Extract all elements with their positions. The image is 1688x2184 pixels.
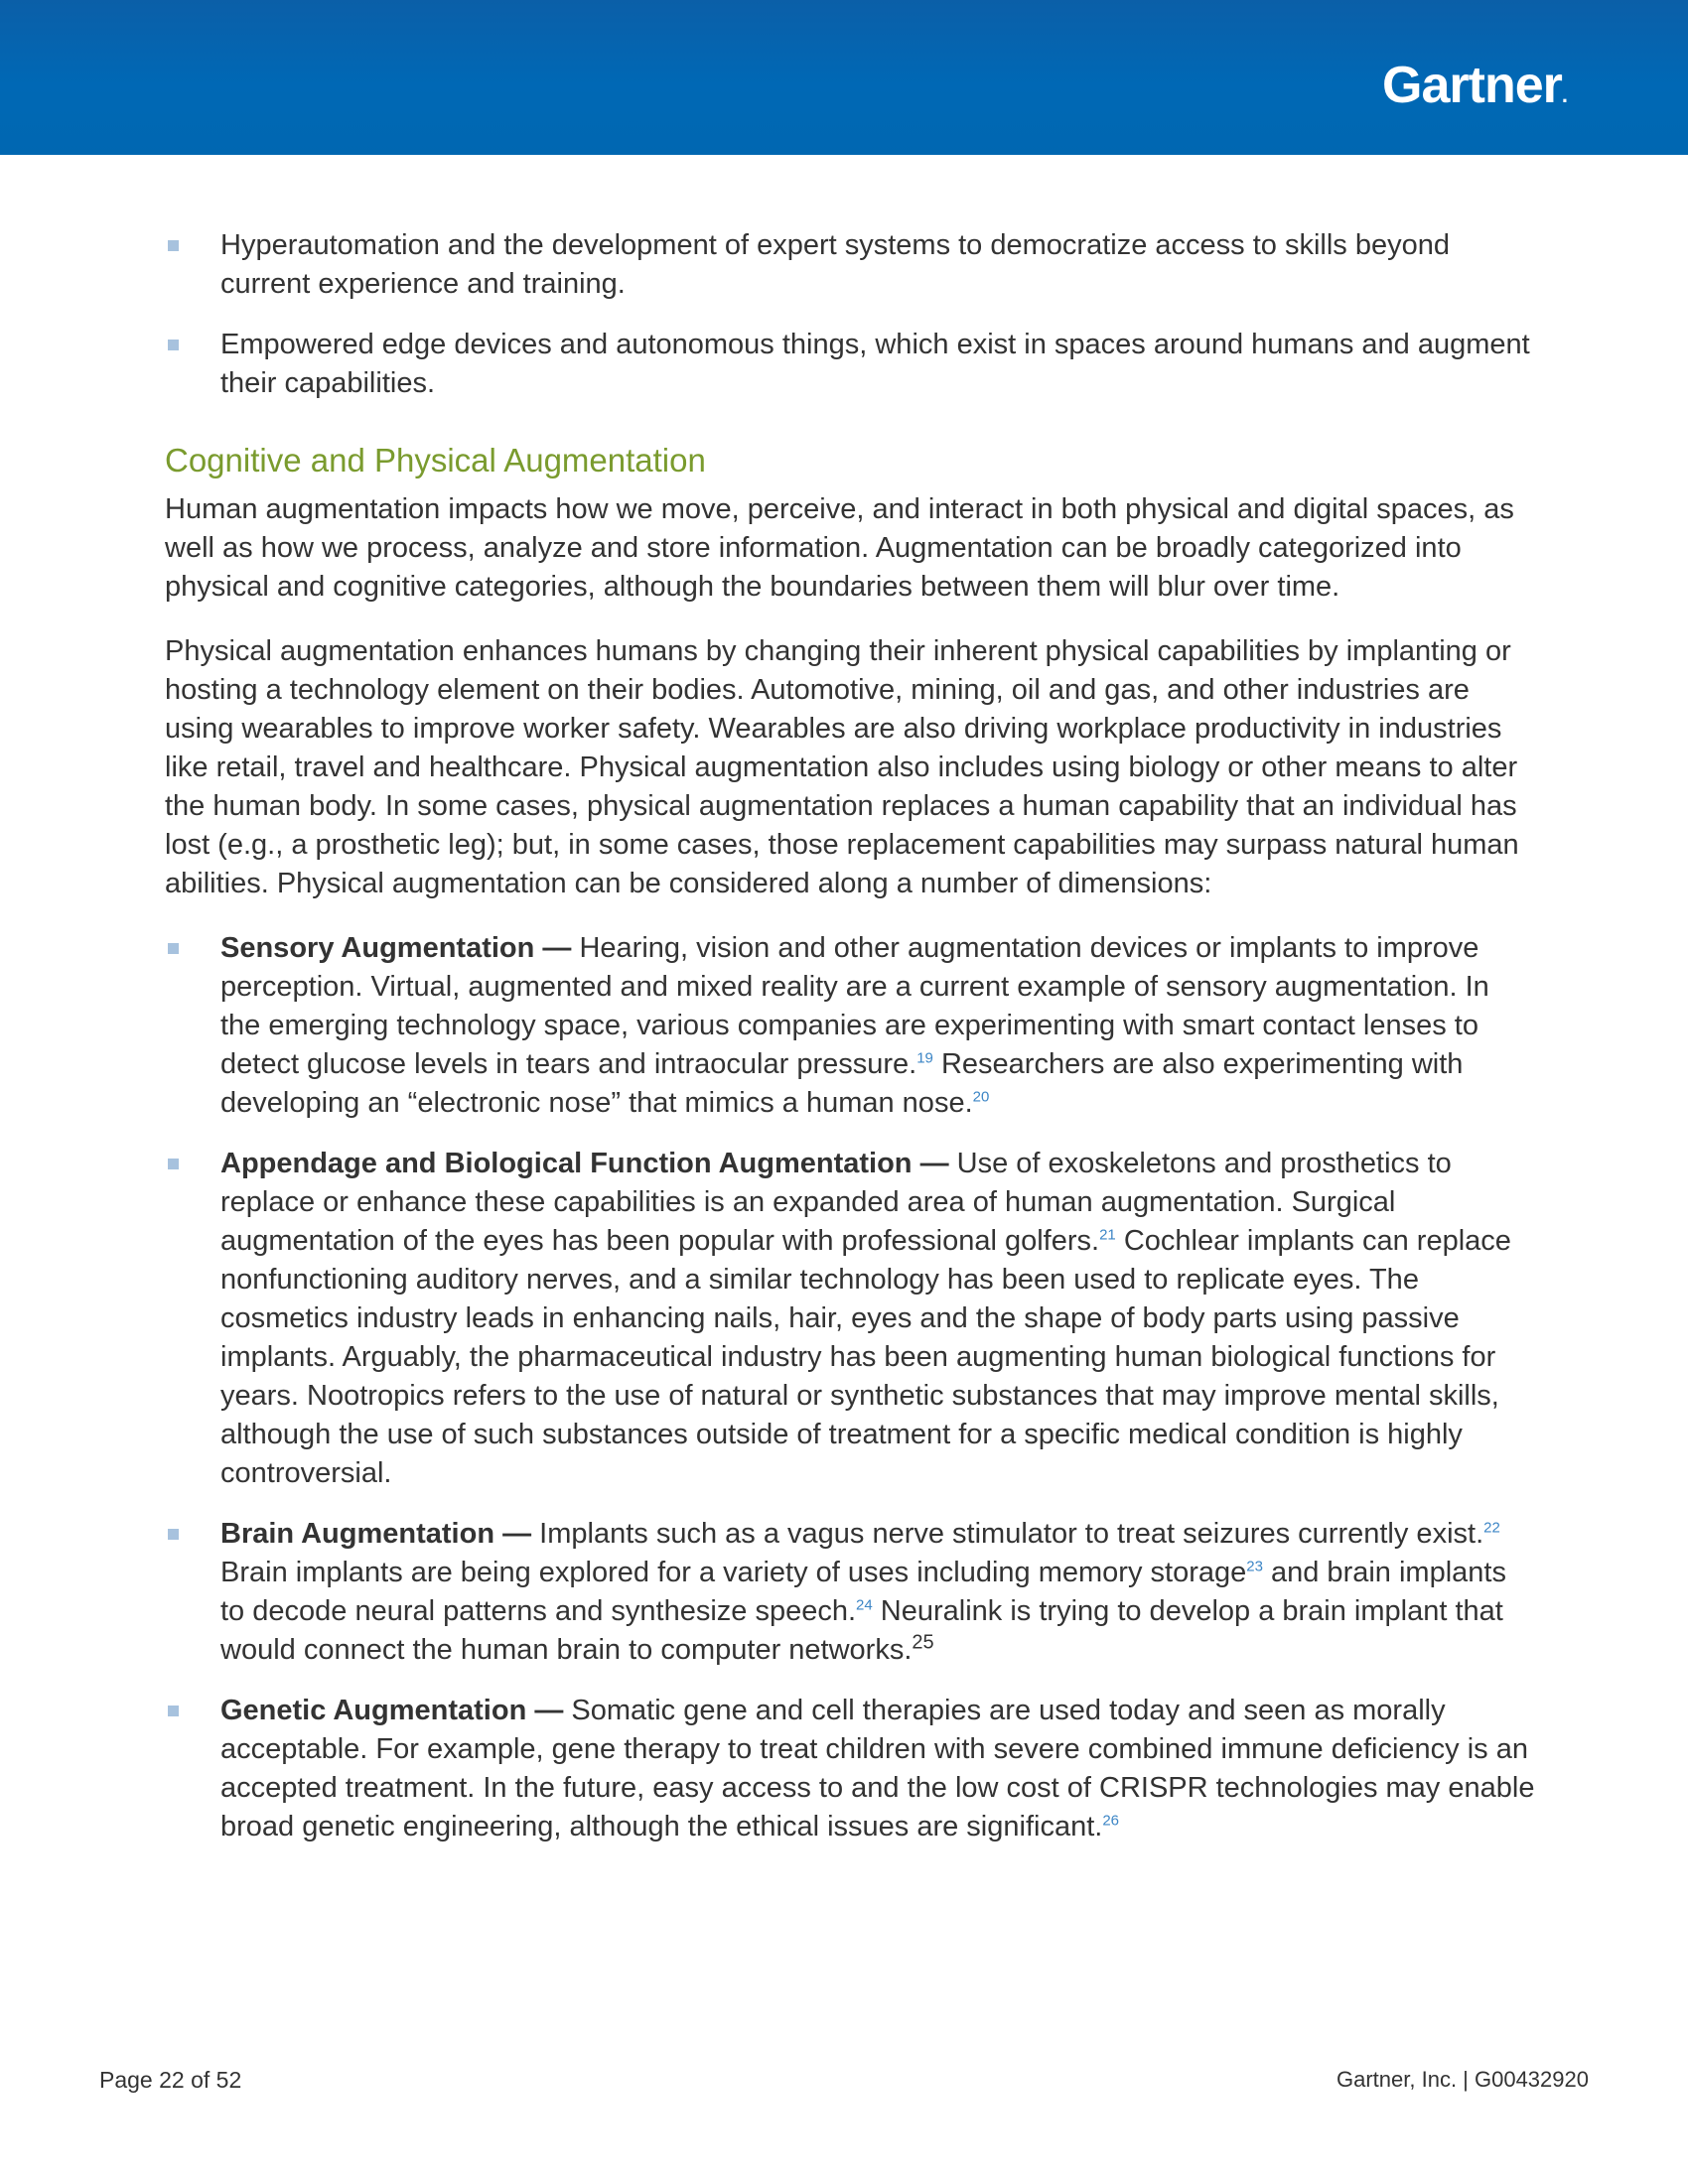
paragraph: Physical augmentation enhances humans by changing their inherent physical capabilities by implanting or hosting a technology element on their bodies. Automotive, mining, oil and gas, and other industries are using wearables to improve worker safety. Wearables are also driving workplace productivity in industries like retail, travel and healthcare. Physical augmentation also includes using biology or other means to alter the human body. In some cases, physical augmentation replaces a human capability that an individual has lost (e.g., a prosthetic leg); but, in some cases, those replacement capabilities may surpass natural human abilities. Physical augmentation can be considered along a number of dimensions:: [165, 635, 1519, 899]
definition-text: Somatic gene and cell therapies are used today and seen as morally acceptable. For example, gene therapy to treat children with severe combined immune deficiency is an accepted treatment. In the future, easy access to and the low cost of CRISPR technologies may enable broad genetic engineering, although the ethical issues are significant.: [220, 1695, 1535, 1843]
list-item-appendage: [165, 1145, 1535, 1493]
footnote-ref[interactable]: 26: [1102, 1812, 1119, 1830]
footnote-ref[interactable]: 19: [916, 1049, 933, 1067]
footnote-ref: 25: [912, 1631, 934, 1654]
bullet-square-icon: [168, 943, 179, 954]
bullet-square-icon: [168, 1159, 179, 1169]
bullet-text: Hyperautomation and the development of expert systems to democratize access to skills beyond current experience and training.: [220, 229, 1450, 300]
definition-text: Implants such as a vagus nerve stimulator to treat seizures currently exist.: [531, 1518, 1484, 1550]
footnote-ref[interactable]: 24: [856, 1596, 873, 1614]
document-body: [165, 226, 1535, 1868]
page-number: Page 22 of 52: [99, 2067, 242, 2093]
list-item: [165, 226, 1535, 304]
bullet-square-icon: [168, 1529, 179, 1540]
footnote-ref[interactable]: 22: [1483, 1519, 1500, 1537]
list-item-genetic: [165, 1692, 1535, 1846]
dimensions-bullet-list: [165, 929, 1535, 1846]
bullet-square-icon: [168, 340, 179, 350]
intro-bullet-list: [165, 226, 1535, 403]
bullet-text: Empowered edge devices and autonomous things, which exist in spaces around humans and augment their capabilities.: [220, 329, 1530, 399]
term: Appendage and Biological Function Augmentation —: [220, 1148, 949, 1179]
definition-text: Hearing, vision and other augmentation devices or implants to improve perception. Virtual, augmented and mixed reality are a current example of sensory augmentation. In the emerging technology space, various companies are experimenting with smart contact lenses to detect glucose levels in tears and intraocular pressure.: [220, 932, 1489, 1080]
publisher-id: Gartner, Inc. | G00432920: [1336, 2067, 1589, 2092]
page-header: [0, 0, 1688, 155]
definition-text: Researchers are also experimenting with developing an “electronic nose” that mimics a human nose.: [220, 1048, 1464, 1119]
logo-dot: .: [1561, 82, 1567, 107]
definition-text: Brain implants are being explored for a variety of uses including memory storage: [220, 1557, 1247, 1588]
list-item: [165, 326, 1535, 403]
footnote-ref[interactable]: 21: [1099, 1226, 1116, 1244]
bullet-square-icon: [168, 1706, 179, 1716]
bullet-square-icon: [168, 240, 179, 251]
term: Brain Augmentation —: [220, 1518, 532, 1550]
paragraph: Human augmentation impacts how we move, perceive, and interact in both physical and digital spaces, as well as how we process, analyze and store information. Augmentation can be broadly categorized into physical and cognitive categories, although the boundaries between them will blur over time.: [165, 493, 1514, 603]
section-heading: Cognitive and Physical Augmentation: [165, 442, 706, 478]
list-item-brain: [165, 1515, 1535, 1670]
definition-text: Use of exoskeletons and prosthetics to replace or enhance these capabilities is an expanded area of human augmentation. Surgical augmentation of the eyes has been popular with professional golfers.: [220, 1148, 1452, 1257]
gartner-logo: [1382, 57, 1567, 114]
footnote-ref[interactable]: 23: [1246, 1558, 1263, 1575]
term: Genetic Augmentation —: [220, 1695, 564, 1726]
footnote-ref[interactable]: 20: [972, 1088, 990, 1106]
term: Sensory Augmentation —: [220, 932, 572, 964]
list-item-sensory: [165, 929, 1535, 1123]
definition-text: and brain implants to decode neural patterns and synthesize speech.: [220, 1557, 1506, 1627]
definition-text: Neuralink is trying to develop a brain implant that would connect the human brain to computer networks.: [220, 1595, 1503, 1666]
definition-text: Cochlear implants can replace nonfunctioning auditory nerves, and a similar technology has been used to replicate eyes. The cosmetics industry leads in enhancing nails, hair, eyes and the shape of body parts using passive implants. Arguably, the pharmaceutical industry has been augmenting human biological functions for years. Nootropics refers to the use of natural or synthetic substances that may improve mental skills, although the use of such substances outside of treatment for a specific medical condition is highly controversial.: [220, 1225, 1511, 1489]
logo-text: Gartner: [1382, 57, 1562, 114]
